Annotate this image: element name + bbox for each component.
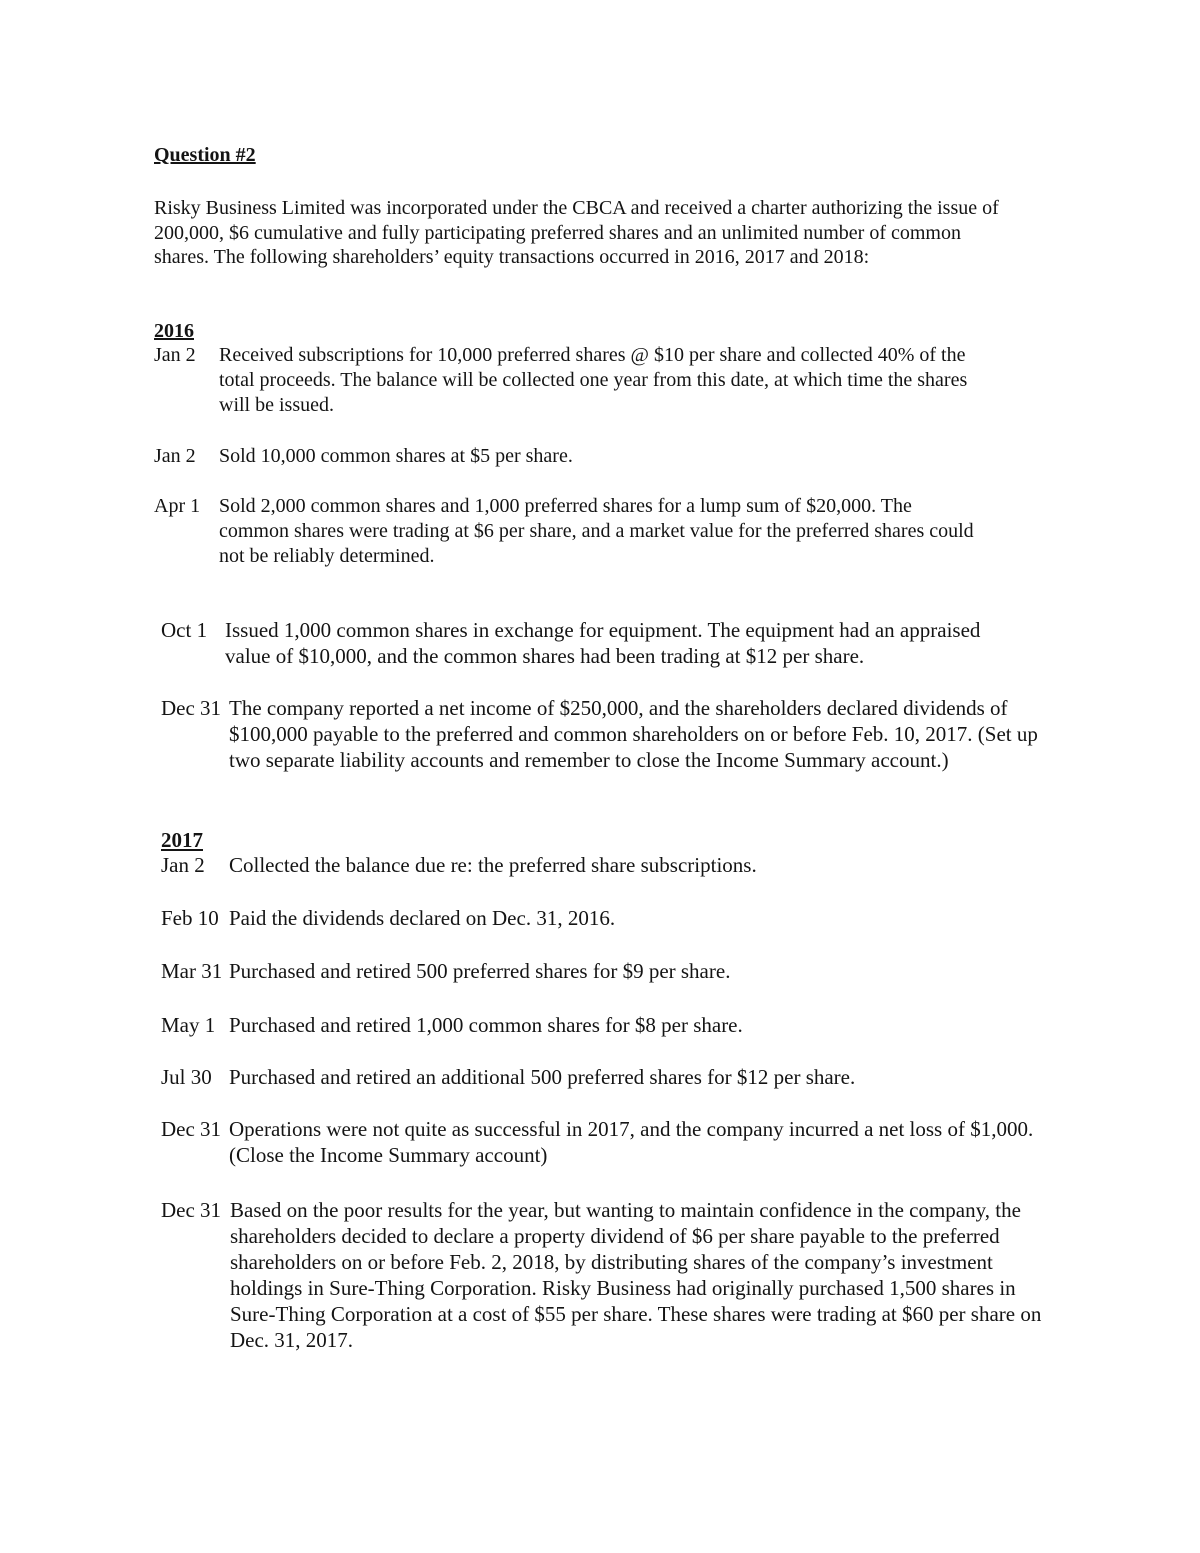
intro-paragraph: Risky Business Limited was incorporated under the CBCA and received a charter authorizing the issue of 200,000, $6 cumulative and fully participating preferred shares and an unlimited number of common shares. The following shareholders’ equity transactions occurred in 2016, 2017 and 2018: [154, 197, 999, 269]
transaction-description: Purchased and retired an additional 500 preferred shares for $12 per share. [229, 1065, 856, 1089]
transaction-date: Dec 31 [161, 1198, 222, 1222]
transaction-description: Sold 10,000 common shares at $5 per share. [219, 445, 573, 467]
transaction-date: Dec 31 [161, 1117, 222, 1141]
transaction-date: Mar 31 [161, 959, 223, 983]
year-heading-2017: 2017 [161, 828, 203, 852]
transaction-description: The company reported a net income of $250,000, and the shareholders declared dividends of $100,000 payable to the preferred and common shareholders on or before Feb. 10, 2017. (Set up two separate liability accounts and remember to close the Income Summary account.) [229, 696, 1038, 772]
transaction-date: Jan 2 [161, 853, 205, 877]
transaction-description: Based on the poor results for the year, but wanting to maintain confidence in the company, the shareholders decided to declare a property dividend of $6 per share payable to the preferred shareholders on or before Feb. 2, 2018, by distributing shares of the company’s investment holdings in Sure-Thing Corporation. Risky Business had originally purchased 1,500 shares in Sure-Thing Corporation at a cost of $55 per share. These shares were trading at $60 per share on Dec. 31, 2017. [230, 1198, 1042, 1352]
transaction-date: Dec 31 [161, 696, 222, 720]
question-title: Question #2 [154, 144, 256, 166]
transaction-date: Feb 10 [161, 906, 219, 930]
transaction-date: Jul 30 [161, 1065, 212, 1089]
transaction-date: May 1 [161, 1013, 216, 1037]
transaction-date: Jan 2 [154, 445, 196, 467]
transaction-date: Apr 1 [154, 495, 201, 517]
transaction-description: Operations were not quite as successful in 2017, and the company incurred a net loss of $1,000. (Close the Income Summary account) [229, 1117, 1034, 1167]
transaction-date: Oct 1 [161, 618, 208, 642]
transaction-description: Purchased and retired 1,000 common shares for $8 per share. [229, 1013, 743, 1037]
transaction-description: Purchased and retired 500 preferred shares for $9 per share. [229, 959, 731, 983]
transaction-description: Paid the dividends declared on Dec. 31, 2016. [229, 906, 616, 930]
transaction-description: Issued 1,000 common shares in exchange for equipment. The equipment had an appraised value of $10,000, and the common shares had been trading at $12 per share. [225, 618, 981, 668]
year-heading-2016: 2016 [154, 320, 194, 342]
transaction-description: Received subscriptions for 10,000 preferred shares @ $10 per share and collected 40% of the total proceeds. The balance will be collected one year from this date, at which time the shares will be issued. [219, 344, 968, 416]
transaction-description: Sold 2,000 common shares and 1,000 preferred shares for a lump sum of $20,000. The common shares were trading at $6 per share, and a market value for the preferred shares could not be reliably determined. [219, 495, 974, 567]
transaction-date: Jan 2 [154, 344, 196, 366]
transaction-description: Collected the balance due re: the preferred share subscriptions. [229, 853, 757, 877]
